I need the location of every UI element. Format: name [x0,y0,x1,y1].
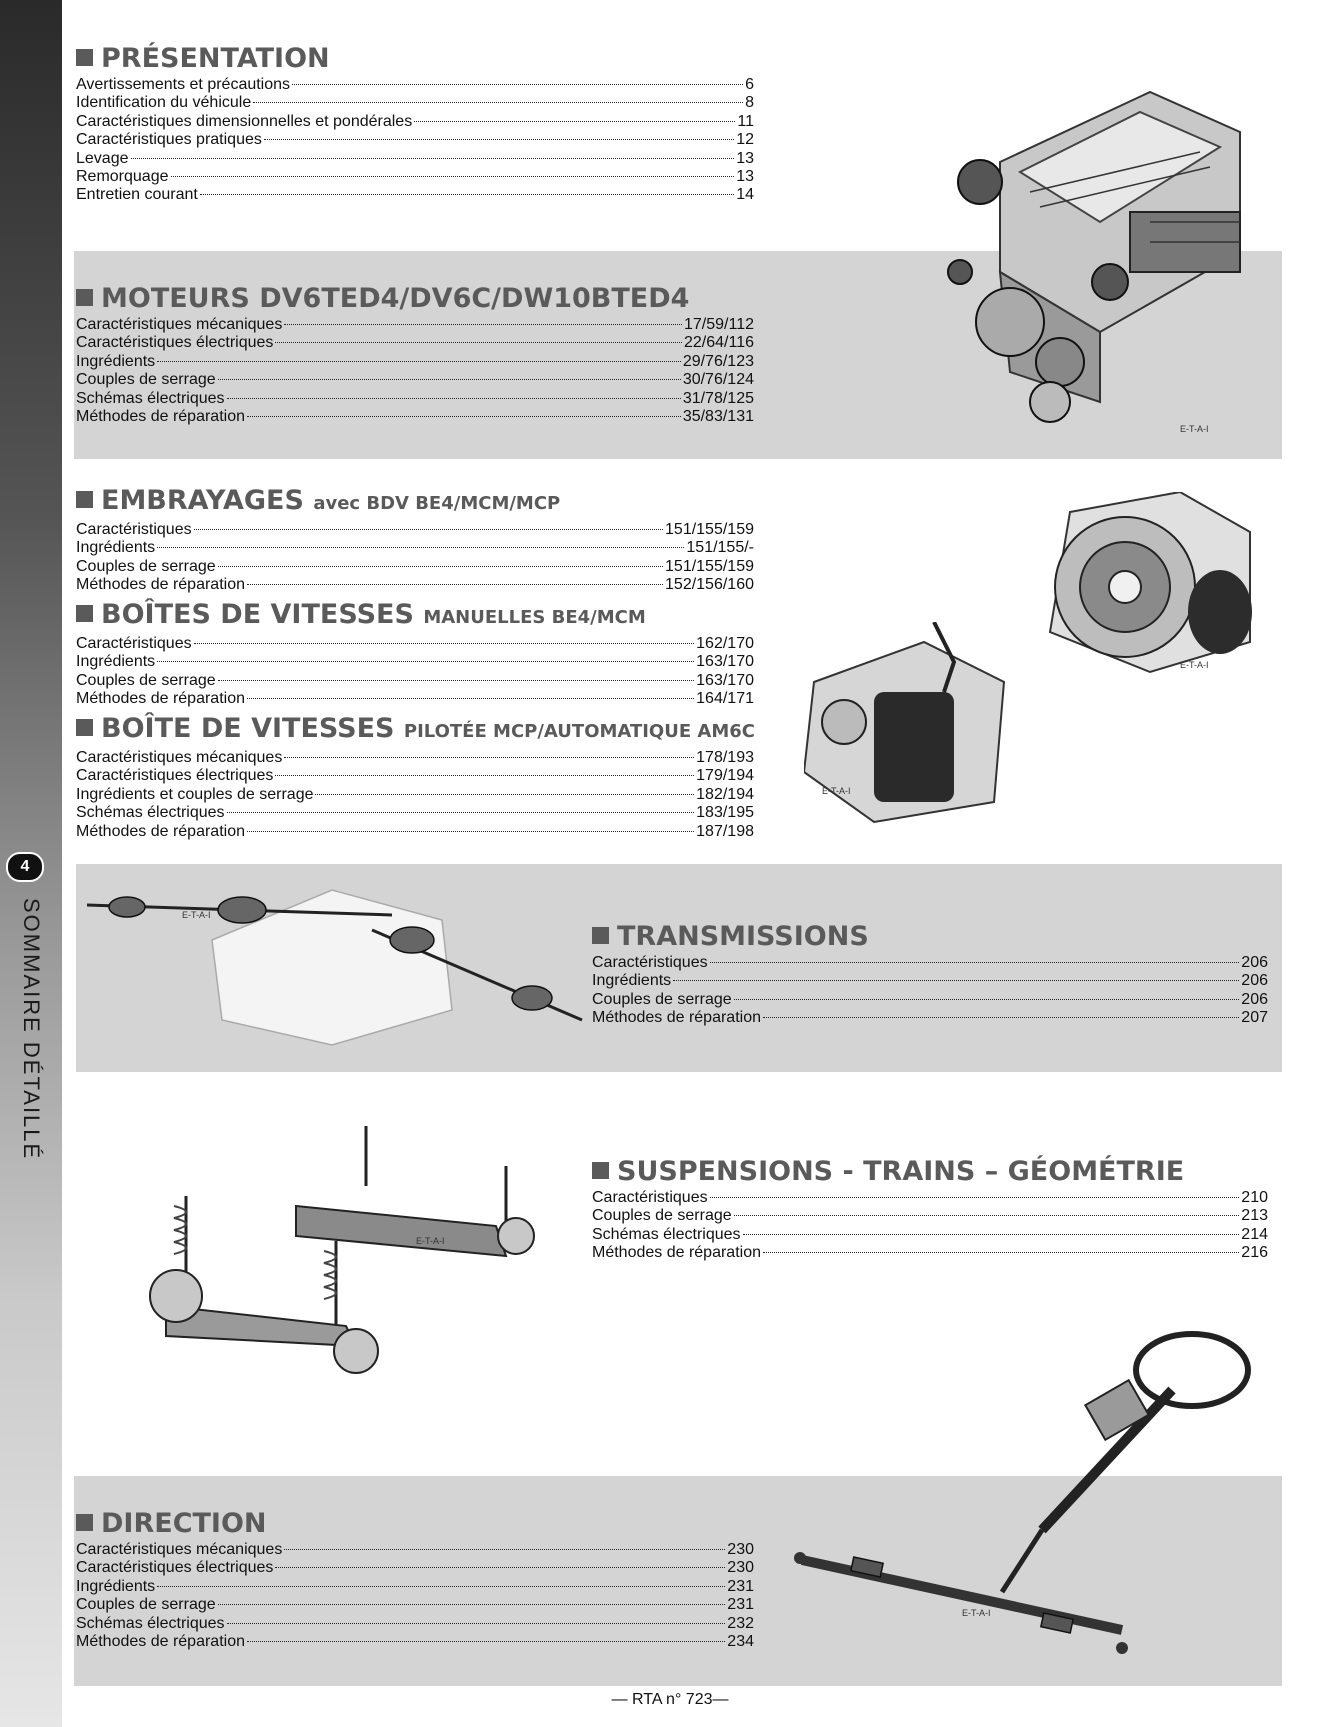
toc-entry-page: 234 [727,1633,754,1651]
toc-entry-page: 35/83/131 [682,408,754,426]
dot-leader [157,661,694,662]
dot-leader [227,1623,726,1624]
toc-entry-label: Ingrédients [76,539,156,557]
toc-entry [76,131,754,149]
dot-leader [292,84,743,85]
watermark-text: E-T-A-I [416,1236,445,1246]
dot-leader [247,1641,725,1642]
toc-entry-label: Couples de serrage [76,1596,216,1614]
toc-entry [592,1207,1268,1225]
toc-entry-label: Entretien courant [76,186,198,204]
dot-leader [734,999,1240,1000]
section-title: EMBRAYAGES avec BDV BE4/MCM/MCP [76,486,754,519]
toc-entry-label: Méthodes de réparation [76,822,245,840]
toc-entry-page: 163/170 [696,671,754,689]
toc-entry [76,94,754,112]
toc-entry [76,635,754,653]
square-bullet-icon [76,605,93,622]
toc-entry-label: Remorquage [76,168,169,186]
toc-entry-label: Couples de serrage [76,557,216,575]
toc-entry [76,113,754,131]
toc-entry [592,1226,1268,1244]
dot-leader [710,1197,1240,1198]
toc-list [76,76,754,205]
dot-leader [218,680,695,681]
dot-leader [227,398,681,399]
dot-leader [763,1017,1239,1018]
toc-entry-page: 162/170 [696,635,754,652]
watermark-text: E-T-A-I [1180,424,1209,434]
toc-entry-page: 179/194 [696,767,754,785]
toc-entry-label: Méthodes de réparation [592,1244,761,1262]
toc-entry-page: 183/195 [696,804,754,822]
section-subtitle: avec BDV BE4/MCM/MCP [313,493,561,514]
section-title: BOÎTES DE VITESSES MANUELLES BE4/MCM [76,600,754,633]
dot-leader [414,121,735,122]
dot-leader [131,158,735,159]
toc-entry [76,823,754,841]
toc-entry-label: Ingrédients [76,653,156,671]
toc-entry-page: 178/193 [696,749,754,766]
toc-entry [76,1596,754,1614]
dot-leader [218,566,663,567]
sidebar-label: SOMMAIRE DÉTAILLÉ [19,898,44,1161]
toc-entry-label: Schémas électriques [76,804,225,822]
gearbox-illustration [804,622,1014,824]
toc-entry [76,408,754,426]
toc-entry-page: 187/198 [696,822,754,840]
toc-entry-page: 214 [1241,1225,1268,1243]
toc-entry [592,1189,1268,1207]
square-bullet-icon [76,289,93,306]
toc-entry-label: Ingrédients et couples de serrage [76,785,314,803]
toc-entry-label: Ingrédients [76,1577,156,1595]
toc-entry-label: Ingrédients [76,352,156,370]
steering-illustration [792,1330,1262,1664]
toc-entry-label: Ingrédients [592,972,672,990]
dot-leader [247,416,681,417]
toc-entry [76,371,754,389]
toc-entry-label: Caractéristiques électriques [76,1559,274,1577]
toc-entry [592,972,1268,990]
dot-leader [218,379,681,380]
section-bv-manuelles [76,600,754,709]
toc-entry-label: Couples de serrage [76,371,216,389]
toc-entry-page: 17/59/112 [684,316,754,333]
toc-entry [76,76,754,94]
page-number-badge: 4 [6,852,44,882]
toc-entry-page: 8 [745,94,754,112]
toc-entry-page: 206 [1241,954,1268,971]
watermark-text: E-T-A-I [962,1608,991,1618]
toc-entry-label: Caractéristiques pratiques [76,131,262,149]
toc-entry-page: 230 [727,1559,754,1577]
toc-entry [592,1244,1268,1262]
toc-entry-label: Caractéristiques [76,635,192,652]
toc-entry-label: Caractéristiques mécaniques [76,316,283,333]
toc-entry-label: Couples de serrage [592,1207,732,1225]
section-title: DIRECTION [76,1509,754,1539]
section-suspensions [592,1157,1268,1263]
toc-entry-page: 230 [727,1541,754,1558]
section-direction [76,1509,754,1651]
dot-leader [227,812,695,813]
toc-entry-page: 11 [737,112,754,130]
toc-entry [76,786,754,804]
toc-entry-page: 22/64/116 [684,334,754,352]
section-title: SUSPENSIONS - TRAINS – GÉOMÉTRIE [592,1157,1268,1187]
dot-leader [710,962,1240,963]
toc-entry [76,316,754,334]
footer-rta-number: — RTA n° 723— [611,1691,729,1708]
toc-entry-page: 31/78/125 [682,389,754,407]
toc-entry-label: Méthodes de réparation [76,1633,245,1651]
toc-entry-label: Couples de serrage [76,671,216,689]
toc-entry-label: Caractéristiques [592,1189,708,1206]
toc-entry-label: Caractéristiques [76,521,192,538]
toc-entry-label: Caractéristiques dimensionnelles et pondérales [76,112,413,130]
dot-leader [247,698,694,699]
toc-entry-page: 30/76/124 [682,371,754,389]
toc-entry [76,150,754,168]
toc-entry [76,749,754,767]
toc-entry-label: Méthodes de réparation [76,408,245,426]
suspension-illustration [146,1126,546,1374]
toc-entry [76,168,754,186]
toc-entry-page: 210 [1241,1189,1268,1206]
toc-entry-label: Méthodes de réparation [592,1009,761,1027]
square-bullet-icon [76,719,93,736]
section-title: BOÎTE DE VITESSES PILOTÉE MCP/AUTOMATIQUE AM6C [76,714,754,747]
dot-leader [264,139,734,140]
section-title: PRÉSENTATION [76,44,754,74]
toc-entry-page: 164/171 [696,690,754,708]
dot-leader [247,584,663,585]
toc-entry-label: Caractéristiques électriques [76,767,274,785]
toc-list [76,749,754,841]
section-embrayages [76,486,754,595]
driveshaft-illustration [82,870,602,1048]
toc-entry [76,1541,754,1559]
toc-entry-page: 6 [745,76,754,93]
section-subtitle: PILOTÉE MCP/AUTOMATIQUE AM6C [403,721,755,742]
toc-entry-label: Avertissements et précautions [76,76,291,93]
watermark-text: E-T-A-I [182,910,211,920]
dot-leader [157,547,684,548]
toc-entry-label: Schémas électriques [592,1225,741,1243]
toc-entry-page: 206 [1241,990,1268,1008]
toc-entry-page: 151/155/- [686,539,754,557]
dot-leader [157,1586,725,1587]
toc-list [592,954,1268,1028]
toc-entry-label: Couples de serrage [592,990,732,1008]
toc-entry-page: 14 [736,186,754,204]
toc-entry-label: Levage [76,149,129,167]
toc-entry-label: Caractéristiques mécaniques [76,749,283,766]
dot-leader [315,794,694,795]
toc-entry-page: 29/76/123 [682,352,754,370]
engine-illustration [940,72,1270,472]
clutch-illustration [1030,492,1260,674]
dot-leader [734,1215,1240,1216]
toc-entry-page: 232 [727,1614,754,1632]
dot-leader [171,176,735,177]
toc-entry [592,991,1268,1009]
toc-entry-page: 13 [736,168,754,186]
toc-entry-label: Caractéristiques [592,954,708,971]
toc-entry-page: 151/155/159 [665,521,754,538]
dot-leader [275,1567,725,1568]
toc-entry-page: 206 [1241,972,1268,990]
toc-entry-page: 231 [727,1577,754,1595]
watermark-text: E-T-A-I [822,786,851,796]
toc-entry [592,1009,1268,1027]
square-bullet-icon [76,1514,93,1531]
toc-entry [76,539,754,557]
toc-entry-label: Caractéristiques électriques [76,334,274,352]
dot-leader [284,757,694,758]
section-bv-pilotee [76,714,754,841]
dot-leader [673,980,1239,981]
toc-entry-page: 163/170 [696,653,754,671]
toc-entry [76,1633,754,1651]
toc-list [76,316,754,426]
toc-entry-label: Méthodes de réparation [76,690,245,708]
dot-leader [743,1234,1240,1235]
toc-entry-label: Identification du véhicule [76,94,252,112]
section-title: TRANSMISSIONS [592,922,1268,952]
toc-entry [76,1559,754,1577]
section-subtitle: MANUELLES BE4/MCM [423,607,646,628]
dot-leader [253,102,743,103]
section-transmissions [592,922,1268,1028]
toc-entry-page: 182/194 [696,785,754,803]
toc-entry [76,353,754,371]
square-bullet-icon [76,491,93,508]
toc-entry-label: Caractéristiques mécaniques [76,1541,283,1558]
toc-list [592,1189,1268,1263]
toc-entry [76,186,754,204]
dot-leader [200,194,734,195]
toc-entry-page: 12 [736,131,754,149]
toc-entry-label: Schémas électriques [76,389,225,407]
dot-leader [284,1549,725,1550]
dot-leader [194,529,663,530]
dot-leader [218,1604,726,1605]
toc-entry [76,1615,754,1633]
toc-entry [76,672,754,690]
dot-leader [275,342,682,343]
square-bullet-icon [592,1162,609,1179]
toc-entry [76,390,754,408]
dot-leader [157,361,681,362]
watermark-text: E-T-A-I [1180,660,1209,670]
dot-leader [247,831,694,832]
toc-entry [76,653,754,671]
dot-leader [284,324,682,325]
toc-entry [76,690,754,708]
square-bullet-icon [76,49,93,66]
toc-entry-page: 151/155/159 [665,557,754,575]
toc-entry [76,521,754,539]
toc-entry-label: Méthodes de réparation [76,576,245,594]
toc-entry [76,576,754,594]
toc-entry [76,558,754,576]
toc-entry-page: 213 [1241,1207,1268,1225]
toc-list [76,1541,754,1651]
toc-entry-page: 231 [727,1596,754,1614]
toc-entry [76,334,754,352]
toc-entry-page: 207 [1241,1009,1268,1027]
toc-entry-label: Schémas électriques [76,1614,225,1632]
toc-entry [76,1578,754,1596]
section-moteurs [76,284,754,426]
toc-list [76,635,754,709]
dot-leader [275,775,694,776]
toc-list [76,521,754,595]
toc-entry-page: 152/156/160 [665,576,754,594]
toc-entry [76,767,754,785]
dot-leader [194,643,695,644]
section-title: MOTEURS DV6TED4/DV6C/DW10BTED4 [76,284,754,314]
dot-leader [763,1252,1239,1253]
toc-entry [76,804,754,822]
toc-entry [592,954,1268,972]
section-presentation [76,44,754,205]
toc-entry-page: 13 [736,149,754,167]
toc-entry-page: 216 [1241,1244,1268,1262]
